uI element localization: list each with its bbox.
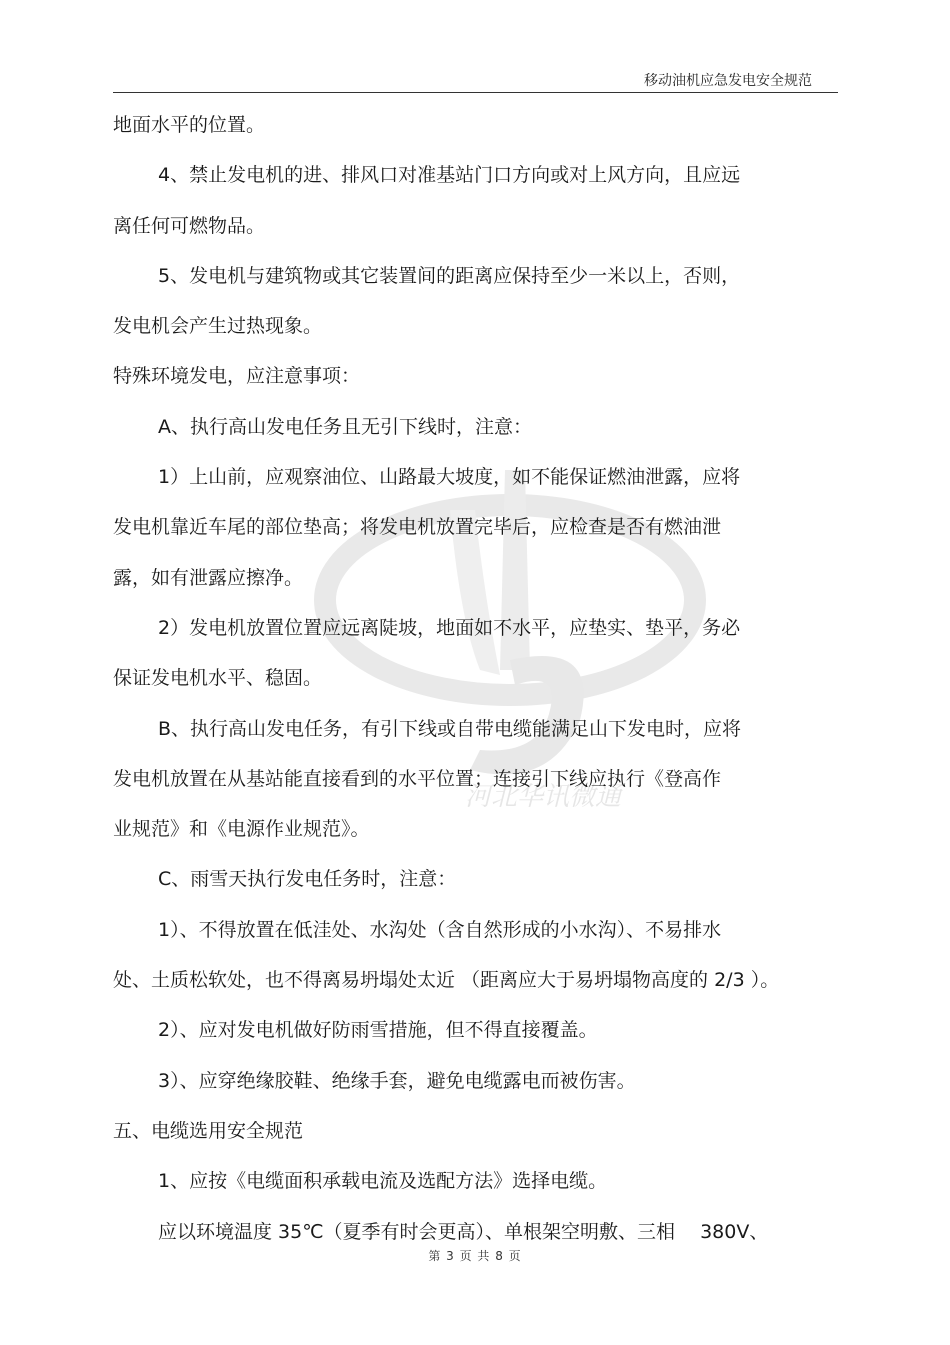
paragraph-line: 业规范》和《电源作业规范》。 (113, 818, 370, 841)
section-heading: 特殊环境发电，应注意事项： (113, 365, 361, 388)
paragraph-line: 1）上山前，应观察油位、山路最大坡度，如不能保证燃油泄露，应将 (158, 466, 741, 489)
paragraph-line: 3）、应穿绝缘胶鞋、绝缘手套，避免电缆露电而被伤害。 (158, 1069, 636, 1092)
paragraph-line: 1、应按《电缆面积承载电流及选配方法》选择电缆。 (158, 1170, 608, 1193)
document-body (113, 100, 841, 1257)
subsection-heading: C、雨雪天执行发电任务时，注意： (158, 868, 457, 891)
watermark-text: 河北华讯微通 (465, 782, 622, 812)
subsection-heading: B、执行高山发电任务，有引下线或自带电缆能满足山下发电时，应将 (158, 717, 742, 740)
paragraph-line: 保证发电机水平、稳固。 (113, 667, 323, 690)
paragraph-line: 发电机放置在从基站能直接看到的水平位置；连接引下线应执行《登高作 (113, 767, 722, 790)
paragraph-line: 处、土质松软处，也不得离易坍塌处太近 （距离应大于易坍塌物高度的 2/3 ）。 (113, 969, 780, 992)
paragraph-line: 地面水平的位置。 (113, 114, 266, 136)
subsection-heading: A、执行高山发电任务且无引下线时，注意： (158, 415, 532, 438)
paragraph-line: 2）发电机放置位置应远离陡坡，地面如不水平，应垫实、垫平，务必 (158, 616, 741, 639)
section-heading: 五、电缆选用安全规范 (113, 1119, 304, 1142)
paragraph-line: 2）、应对发电机做好防雨雪措施，但不得直接覆盖。 (158, 1019, 598, 1042)
paragraph-line: 5、发电机与建筑物或其它装置间的距离应保持至少一米以上，否则， (158, 264, 741, 287)
paragraph-line: 离任何可燃物品。 (113, 214, 266, 237)
paragraph-line: 露，如有泄露应擦净。 (113, 566, 304, 589)
paragraph-line: 应以环境温度 35℃（夏季有时会更高）、单根架空明敷、三相 380V、 (158, 1220, 769, 1243)
paragraph-line: 发电机会产生过热现象。 (113, 315, 323, 338)
paragraph-line: 4、禁止发电机的进、排风口对准基站门口方向或对上风方向，且应远 (158, 164, 741, 187)
paragraph-line: 1）、不得放置在低洼处、水沟处（含自然形成的小水沟）、不易排水 (158, 918, 722, 941)
header-divider (113, 92, 838, 93)
paragraph-line: 发电机靠近车尾的部位垫高；将发电机放置完毕后，应检查是否有燃油泄 (113, 516, 722, 539)
page-number: 第 3 页 共 8 页 (428, 1249, 522, 1263)
header-title: 移动油机应急发电安全规范 (644, 73, 812, 89)
